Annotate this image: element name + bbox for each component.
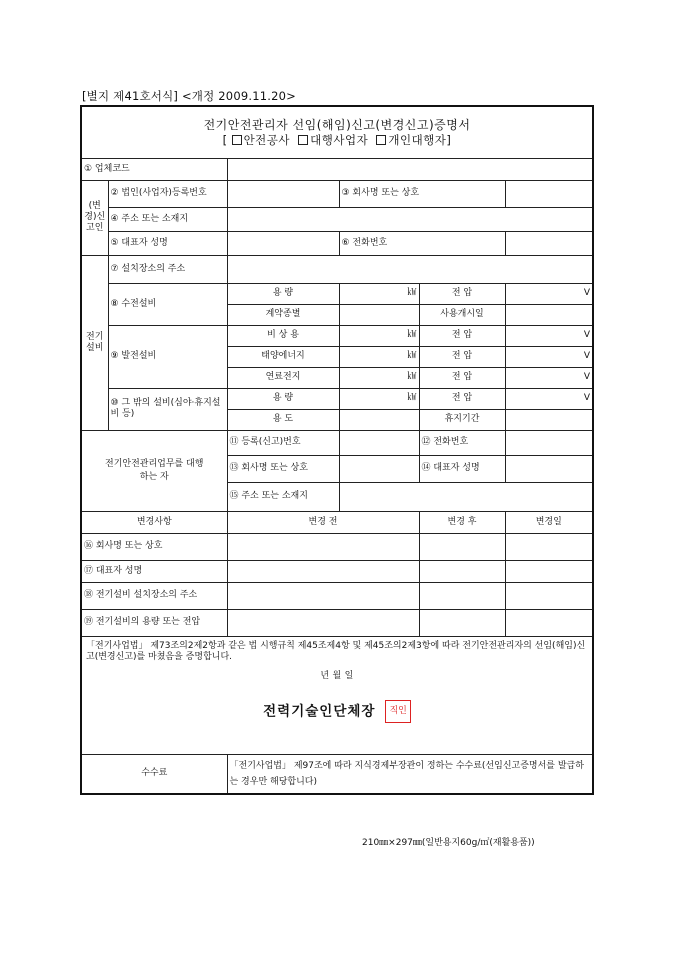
emergency-voltage-field[interactable]: V	[505, 325, 593, 346]
change-date-field[interactable]	[505, 560, 593, 582]
change-before-field[interactable]	[227, 609, 419, 636]
paper-spec: 210㎜×297㎜(일반용지60g/㎡(재활용품))	[362, 838, 535, 848]
address-label: ④ 주소 또는 소재지	[108, 207, 227, 231]
agent-rep-label: ⑭ 대표자 성명	[419, 455, 505, 482]
voltage-label: 전 압	[419, 346, 505, 367]
agent-phone-label: ⑫ 전화번호	[419, 430, 505, 455]
fuel-cell-capacity-field[interactable]: ㎾	[339, 367, 419, 388]
option-individual-agent: 개인대행자	[388, 132, 447, 147]
capacity-label: 용 량	[227, 388, 339, 409]
emergency-label: 비 상 용	[227, 325, 339, 346]
equipment-label: 전기설비	[81, 255, 108, 430]
usage-field[interactable]	[339, 409, 419, 430]
fee-label: 수수료	[81, 754, 227, 794]
official-seal: 직인	[385, 700, 410, 723]
install-address-field[interactable]	[227, 255, 593, 283]
change-date-field[interactable]	[505, 609, 593, 636]
form-title-block	[81, 106, 593, 158]
business-code-label: ① 업체코드	[81, 158, 227, 180]
change-after-field[interactable]	[419, 582, 505, 609]
reg-no-field[interactable]	[339, 430, 419, 455]
reg-no-label: ⑪ 등록(신고)번호	[227, 430, 339, 455]
solar-capacity-field[interactable]: ㎾	[339, 346, 419, 367]
form-number: [별지 제41호서식] <개정 2009.11.20>	[82, 89, 296, 103]
changes-header-item: 변경사항	[81, 511, 227, 533]
capacity-label: 용 량	[227, 283, 339, 304]
company-name-label: ③ 회사명 또는 상호	[339, 180, 505, 207]
agent-rep-field[interactable]	[505, 455, 593, 482]
contract-type-field[interactable]	[339, 304, 419, 325]
statement-block	[81, 636, 593, 754]
rep-name-label: ⑤ 대표자 성명	[108, 231, 227, 255]
agent-address-label: ⑮ 주소 또는 소재지	[227, 482, 339, 511]
agent-label: 전기안전관리업무를 대행하는 자	[81, 430, 227, 511]
form-type-options: [ 안전공사 대행사업자 개인대행자]	[222, 132, 452, 147]
changes-header-date: 변경일	[505, 511, 593, 533]
fuel-cell-label: 연료전지	[227, 367, 339, 388]
change-item-rep: ⑰ 대표자 성명	[81, 560, 227, 582]
changes-header-after: 변경 후	[419, 511, 505, 533]
other-voltage-field[interactable]: V	[505, 388, 593, 409]
agent-company-label: ⑬ 회사명 또는 상호	[227, 455, 339, 482]
voltage-label: 전 압	[419, 325, 505, 346]
capacity-field[interactable]: ㎾	[339, 283, 419, 304]
option-agency-business: 대행사업자	[310, 132, 369, 147]
option-safety-corp: 안전공사	[243, 132, 291, 147]
change-item-capacity: ⑲ 전기설비의 용량 또는 전압	[81, 609, 227, 636]
signatory-name: 전력기술인단체장	[263, 703, 376, 719]
address-field[interactable]	[227, 207, 593, 231]
change-date-field[interactable]	[505, 582, 593, 609]
change-after-field[interactable]	[419, 533, 505, 560]
issue-date: 년 월 일	[320, 670, 354, 681]
pause-period-field[interactable]	[505, 409, 593, 430]
receiving-label: ⑧ 수전설비	[108, 283, 227, 325]
change-item-address: ⑱ 전기설비 설치장소의 주소	[81, 582, 227, 609]
corp-reg-no-field[interactable]	[227, 180, 339, 207]
change-item-company: ⑯ 회사명 또는 상호	[81, 533, 227, 560]
change-before-field[interactable]	[227, 582, 419, 609]
contract-type-label: 계약종별	[227, 304, 339, 325]
solar-voltage-field[interactable]: V	[505, 346, 593, 367]
checkbox-icon[interactable]	[232, 135, 242, 145]
changes-header-before: 변경 전	[227, 511, 419, 533]
phone-field[interactable]	[505, 231, 593, 255]
business-code-field[interactable]	[227, 158, 593, 180]
fee-description: 「전기사업법」 제97조에 따라 지식경제부장관이 정하는 수수료(선임신고증명서를 발급하는 경우만 해당합니다)	[227, 754, 593, 794]
change-date-field[interactable]	[505, 533, 593, 560]
start-date-label: 사용개시일	[419, 304, 505, 325]
form-title: 전기안전관리자 선임(해임)신고(변경신고)증명서	[203, 117, 471, 132]
certificate-form	[80, 105, 594, 795]
agent-company-field[interactable]	[339, 455, 419, 482]
change-after-field[interactable]	[419, 560, 505, 582]
corp-reg-no-label: ② 법인(사업자)등록번호	[108, 180, 227, 207]
change-before-field[interactable]	[227, 533, 419, 560]
pause-period-label: 휴지기간	[419, 409, 505, 430]
emergency-capacity-field[interactable]: ㎾	[339, 325, 419, 346]
change-after-field[interactable]	[419, 609, 505, 636]
fuel-cell-voltage-field[interactable]: V	[505, 367, 593, 388]
applicant-label: (변경)신고인	[81, 180, 108, 255]
start-date-field[interactable]	[505, 304, 593, 325]
signatory-line	[86, 700, 588, 723]
install-address-label: ⑦ 설치장소의 주소	[108, 255, 227, 283]
checkbox-icon[interactable]	[376, 135, 386, 145]
certification-text: 「전기사업법」 제73조의2제2항과 같은 법 시행규칙 제45조제4항 및 제45조의2제3항에 따라 전기안전관리자의 선임(해임)신고(변경신고)를 마쳤음을 증명합니다.	[86, 640, 586, 662]
voltage-label: 전 압	[419, 367, 505, 388]
phone-label: ⑥ 전화번호	[339, 231, 505, 255]
generating-label: ⑨ 발전설비	[108, 325, 227, 388]
agent-address-field[interactable]	[339, 482, 593, 511]
agent-phone-field[interactable]	[505, 430, 593, 455]
rep-name-field[interactable]	[227, 231, 339, 255]
other-capacity-field[interactable]: ㎾	[339, 388, 419, 409]
other-equipment-label: ⑩ 그 밖의 설비(심야·휴지설비 등)	[108, 388, 227, 430]
usage-label: 용 도	[227, 409, 339, 430]
checkbox-icon[interactable]	[298, 135, 308, 145]
voltage-label: 전 압	[419, 283, 505, 304]
solar-label: 태양에너지	[227, 346, 339, 367]
company-name-field[interactable]	[505, 180, 593, 207]
voltage-label: 전 압	[419, 388, 505, 409]
change-before-field[interactable]	[227, 560, 419, 582]
voltage-field[interactable]: V	[505, 283, 593, 304]
